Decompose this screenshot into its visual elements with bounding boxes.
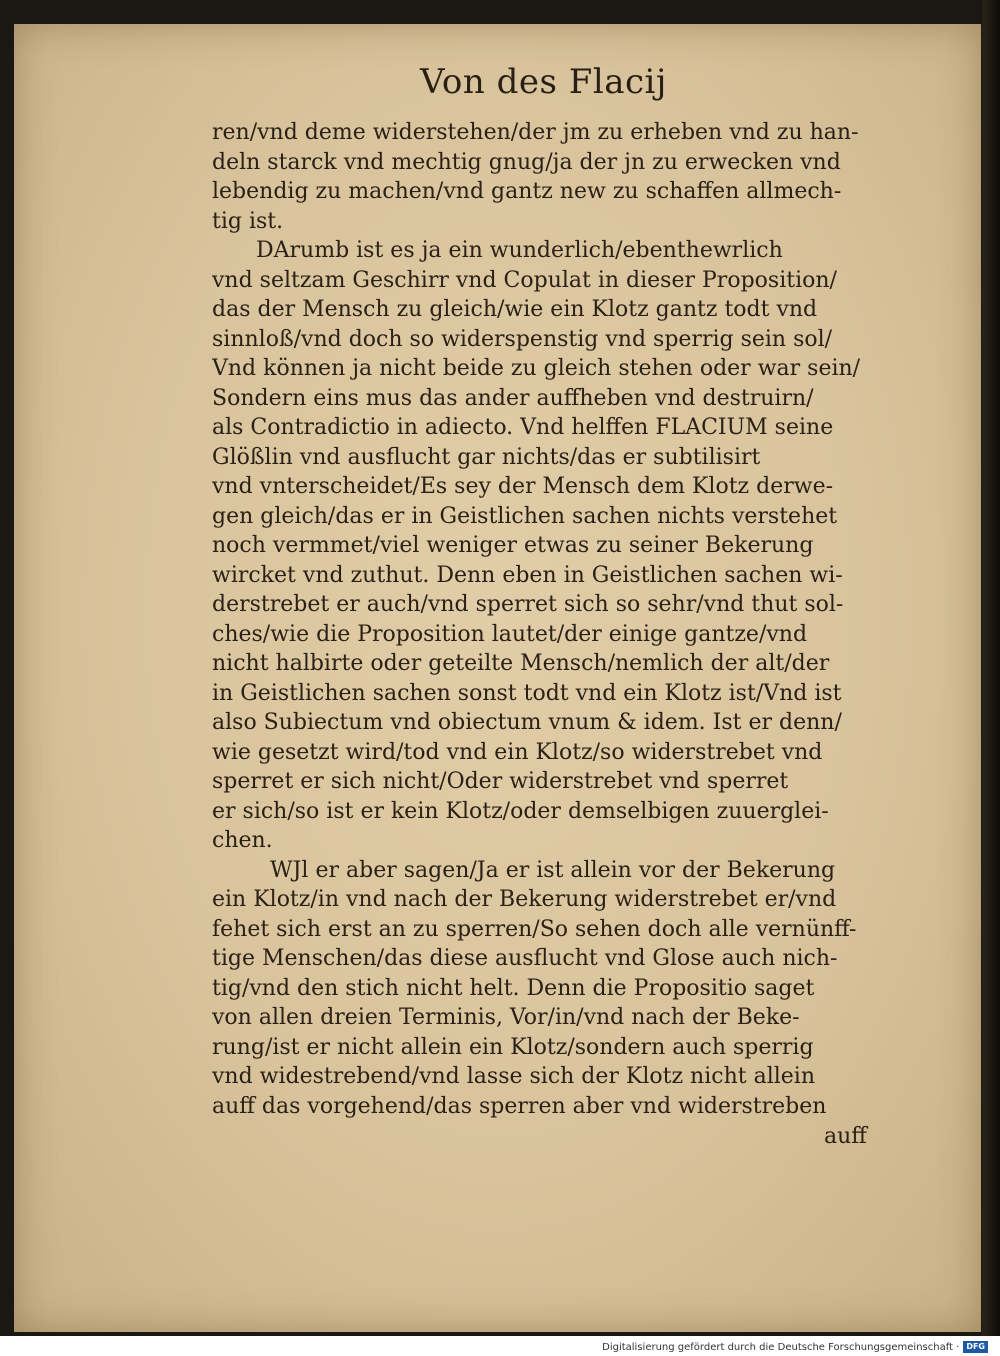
page-edge-shadow	[982, 0, 1000, 1336]
text-line: das der Mensch zu gleich/wie ein Klotz gantz todt vnd	[212, 297, 818, 322]
paragraph-start-line: DArumb ist es ja ein wunderlich/ebenthewrlich	[256, 238, 783, 263]
text-line: gen gleich/das er in Geistlichen sachen nichts verstehet	[212, 503, 838, 529]
text-line: chen.	[212, 828, 273, 853]
text-line: lebendig zu machen/vnd gantz new zu schaffen allmech-	[212, 179, 842, 204]
text-line: Vnd können ja nicht beide zu gleich stehen oder war sein/	[212, 356, 861, 381]
text-line: deln starck vnd mechtig gnug/ja der jn zu erwecken vnd	[212, 149, 841, 175]
catchword: auff	[824, 1124, 867, 1149]
text-line: derstrebet er auch/vnd sperret sich so sehr/vnd thut sol-	[212, 592, 844, 617]
text-line: fehet sich erst an zu sperren/So sehen doch alle vernünff-	[212, 916, 857, 942]
text-line: noch vermmet/viel weniger etwas zu seiner Bekerung	[212, 533, 814, 558]
text-line: wie gesetzt wird/tod vnd ein Klotz/so widerstrebet vnd	[212, 739, 823, 765]
text-line: er sich/so ist er kein Klotz/oder demselbigen zuuerglei-	[212, 798, 829, 824]
text-line: ren/vnd deme widerstehen/der jm zu erheben vnd zu han-	[212, 120, 859, 145]
funding-notice: Digitalisierung gefördert durch die Deutsche Forschungsgemeinschaft ·	[602, 1341, 960, 1353]
text-line: nicht halbirte oder geteilte Mensch/nemlich der alt/der	[212, 651, 830, 676]
text-line: tig ist.	[212, 208, 284, 234]
running-head: Von des Flacij	[420, 62, 667, 102]
text-line: sinnloß/vnd doch so widerspenstig vnd sperrig sein sol/	[212, 326, 833, 352]
text-line: als Contradictio in adiecto. Vnd helffen FLACIUM seine	[212, 415, 834, 440]
text-line: rung/ist er nicht allein ein Klotz/sondern auch sperrig	[212, 1034, 814, 1060]
text-line: ein Klotz/in vnd nach der Bekerung widerstrebet er/vnd	[212, 887, 837, 912]
text-line: tig/vnd den stich nicht helt. Denn die Propositio saget	[212, 975, 815, 1001]
text-line: Glößlin vnd ausflucht gar nichts/das er subtilisirt	[212, 444, 761, 470]
text-line: sperret er sich nicht/Oder widerstrebet vnd sperret	[212, 769, 789, 794]
text-line: wircket vnd zuthut. Denn eben in Geistlichen sachen wi-	[212, 562, 843, 588]
text-line: Sondern eins mus das ander auffheben vnd destruirn/	[212, 385, 814, 411]
dfg-logo: DFG	[963, 1341, 988, 1353]
funding-footer	[602, 1339, 988, 1355]
text-line: vnd vnterscheidet/Es sey der Mensch dem Klotz derwe-	[212, 474, 834, 499]
text-line: auff das vorgehend/das sperren aber vnd widerstreben	[212, 1093, 827, 1119]
text-line: also Subiectum vnd obiectum vnum & idem. Ist er denn/	[212, 710, 842, 735]
text-line: vnd widestrebend/vnd lasse sich der Klotz nicht allein	[212, 1064, 816, 1089]
text-line: ches/wie die Proposition lautet/der einige gantze/vnd	[212, 621, 808, 647]
text-line: in Geistlichen sachen sonst todt vnd ein Klotz ist/Vnd ist	[212, 680, 842, 706]
text-line: von allen dreien Terminis, Vor/in/vnd nach der Beke-	[212, 1005, 800, 1030]
text-line: tige Menschen/das diese ausflucht vnd Glose auch nich-	[212, 946, 838, 971]
text-line: vnd seltzam Geschirr vnd Copulat in dieser Proposition/	[212, 267, 837, 293]
body-text	[212, 118, 876, 1121]
paragraph-start-line: WJl er aber sagen/Ja er ist allein vor der Bekerung	[270, 857, 836, 883]
